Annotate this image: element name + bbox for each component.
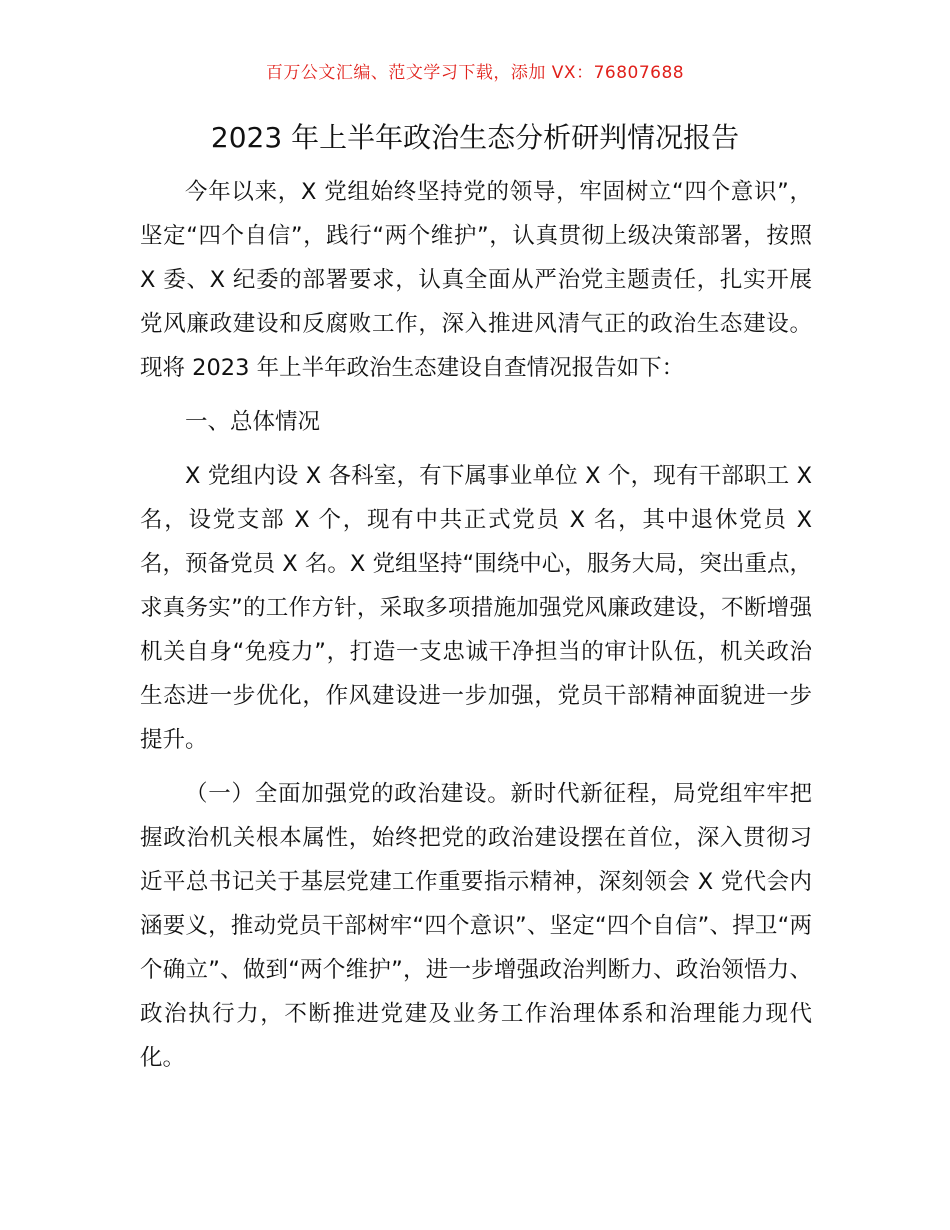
paragraph-overview: X 党组内设 X 各科室，有下属事业单位 X 个，现有干部职工 X 名，设党支部 X 个，现有中共正式党员 X 名，其中退休党员 X 名，预备党员 X 名。X 党组坚持“围绕中心，服务大局，突出重点，求真务实”的工作方针，采取多项措施加强党风廉政建设，不断增强机关自身“免疫力”，打造一支忠诚干净担当的审计队伍，机关政治生态进一步优化，作风建设进一步加强，党员干部精神面貌进一步提升。: [140, 463, 812, 753]
document-title: 2023 年上半年政治生态分析研判情况报告: [210, 121, 740, 154]
header-watermark-note: 百万公文汇编、范文学习下载，添加 VX：76807688: [265, 63, 685, 83]
document-body: [140, 170, 812, 1080]
paragraph-political-building: （一）全面加强党的政治建设。新时代新征程，局党组牢牢把握政治机关根本属性，始终把党的政治建设摆在首位，深入贯彻习近平总书记关于基层党建工作重要指示精神，深刻领会 X 党代会内涵要义，推动党员干部树牢“四个意识”、坚定“四个自信”、捍卫“两个确立”、做到“两个维护”，进一步增强政治判断力、政治领悟力、政治执行力，不断推进党建及业务工作治理体系和治理能力现代化。: [140, 781, 812, 1071]
section-heading-overview: 一、总体情况: [185, 409, 321, 435]
paragraph-intro: 今年以来，X 党组始终坚持党的领导，牢固树立“四个意识”，坚定“四个自信”，践行“两个维护”，认真贯彻上级决策部署，按照 X 委、X 纪委的部署要求，认真全面从严治党主题责任，扎实开展党风廉政建设和反腐败工作，深入推进风清气正的政治生态建设。现将 2023 年上半年政治生态建设自查情况报告如下：: [140, 179, 812, 381]
